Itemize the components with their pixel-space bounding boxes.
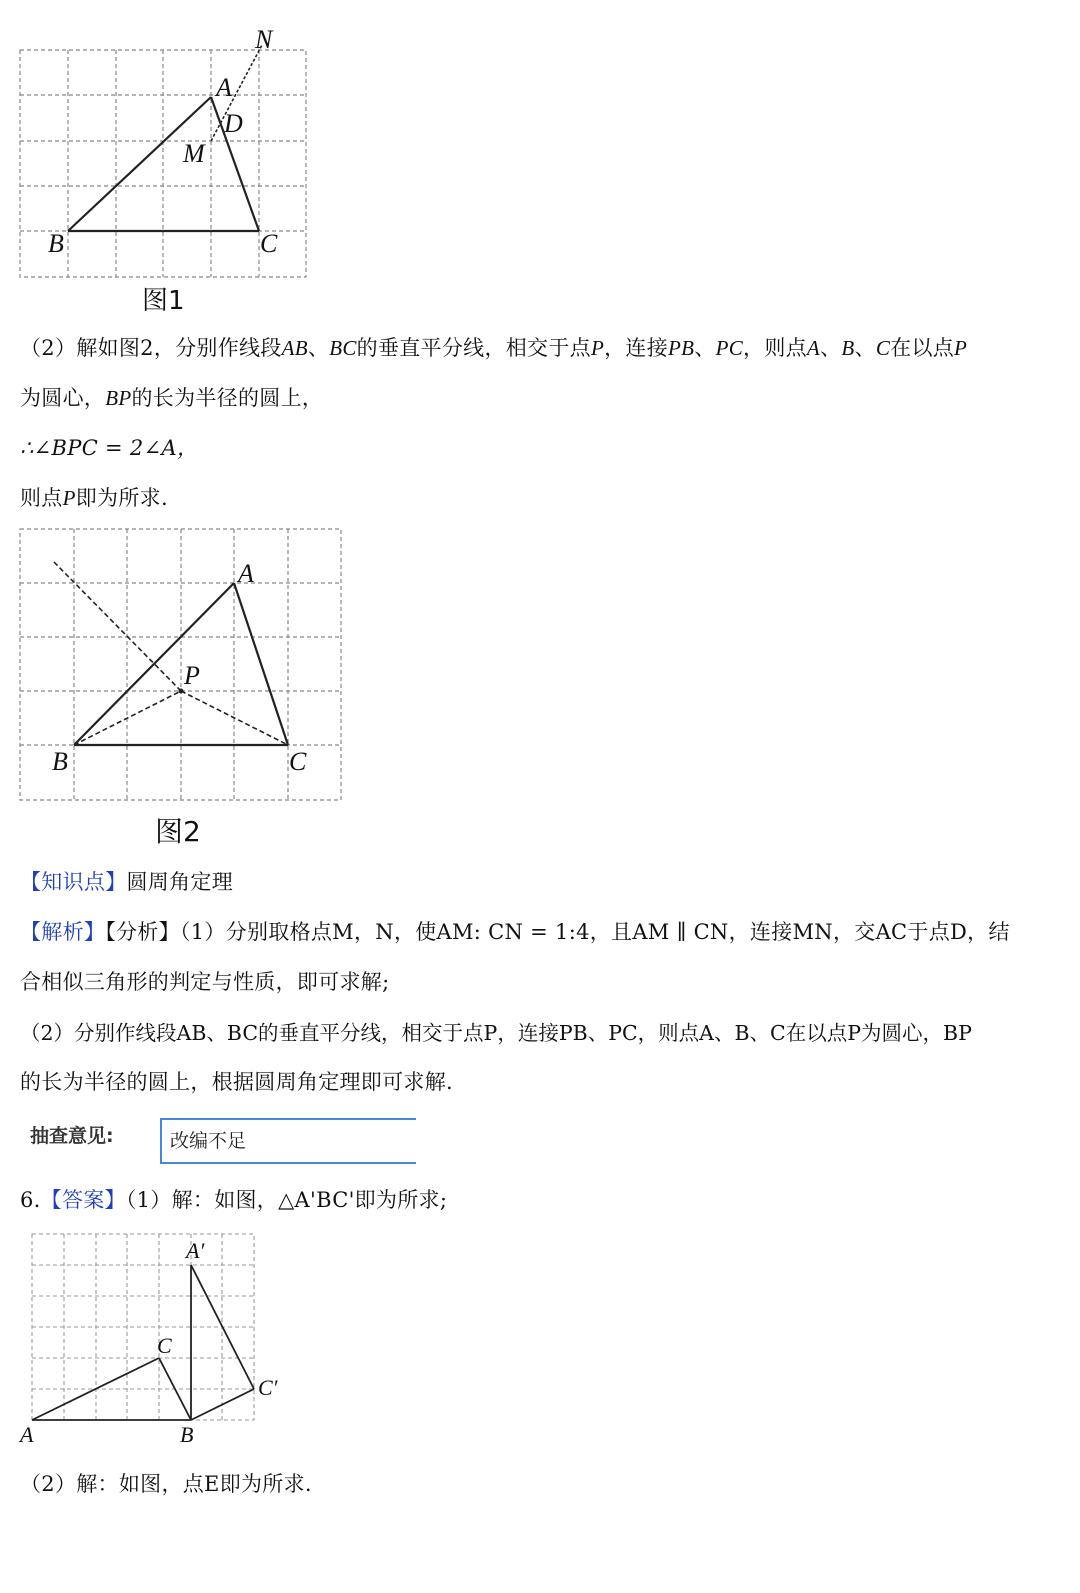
label-c-prime: C′	[258, 1375, 278, 1400]
solution-2-line-3: ∴∠BPC = 2∠A，	[20, 436, 199, 460]
segment-bc1	[191, 1389, 254, 1420]
figure-2	[0, 520, 360, 810]
perp-bisector-ab	[54, 562, 181, 691]
point-p	[179, 689, 184, 694]
label-b: B	[48, 229, 64, 258]
review-label: 抽查意见:	[30, 1125, 114, 1147]
analysis-line-3: （2）分别作线段AB、BC的垂直平分线，相交于点P，连接PB、PC，则点A、B、C在以点P为圆心，BP	[20, 1021, 972, 1045]
figure-1	[0, 20, 320, 320]
label-n: N	[255, 25, 273, 54]
figure-3	[0, 1225, 300, 1450]
review-input[interactable]: 改编不足	[160, 1118, 416, 1164]
solution-2-line-4: 则点P即为所求.	[20, 486, 168, 510]
label-a-prime: A′	[186, 1238, 205, 1263]
solution-2-line-1: （2）解如图2，分别作线段AB、BC的垂直平分线，相交于点P，连接PB、PC，则点A、B、C在以点P	[20, 336, 968, 360]
figure-1-caption: 图1	[142, 286, 185, 316]
q6-part2-line: （2）解：如图，点E即为所求.	[20, 1472, 312, 1496]
label-c: C	[157, 1333, 172, 1358]
figure-2-caption: 图2	[155, 815, 201, 848]
segment-ba	[74, 583, 234, 745]
analysis-line-4: 的长为半径的圆上，根据圆周角定理即可求解.	[20, 1070, 453, 1094]
segment-ac	[234, 583, 288, 745]
label-d: D	[224, 109, 243, 138]
label-b: B	[52, 747, 68, 776]
analysis-line-1: 【解析】【分析】（1）分别取格点M，N，使AM: CN = 1:4，且AM ∥ CN，连接MN，交AC于点D，结	[20, 920, 1010, 944]
q6-answer-line: 6.【答案】（1）解：如图，△A'BC'即为所求;	[20, 1188, 448, 1212]
solution-2-line-2: 为圆心，BP的长为半径的圆上，	[20, 386, 324, 410]
label-a: A	[216, 73, 232, 102]
label-m: M	[183, 139, 205, 168]
label-a: A	[20, 1422, 34, 1447]
label-p: P	[184, 661, 200, 690]
analysis-line-2: 合相似三角形的判定与性质，即可求解;	[20, 970, 390, 994]
knowledge-line: 【知识点】圆周角定理	[20, 870, 233, 894]
label-c: C	[289, 747, 307, 776]
label-a: A	[238, 559, 254, 588]
label-c: C	[260, 229, 278, 258]
label-b: B	[180, 1422, 194, 1447]
